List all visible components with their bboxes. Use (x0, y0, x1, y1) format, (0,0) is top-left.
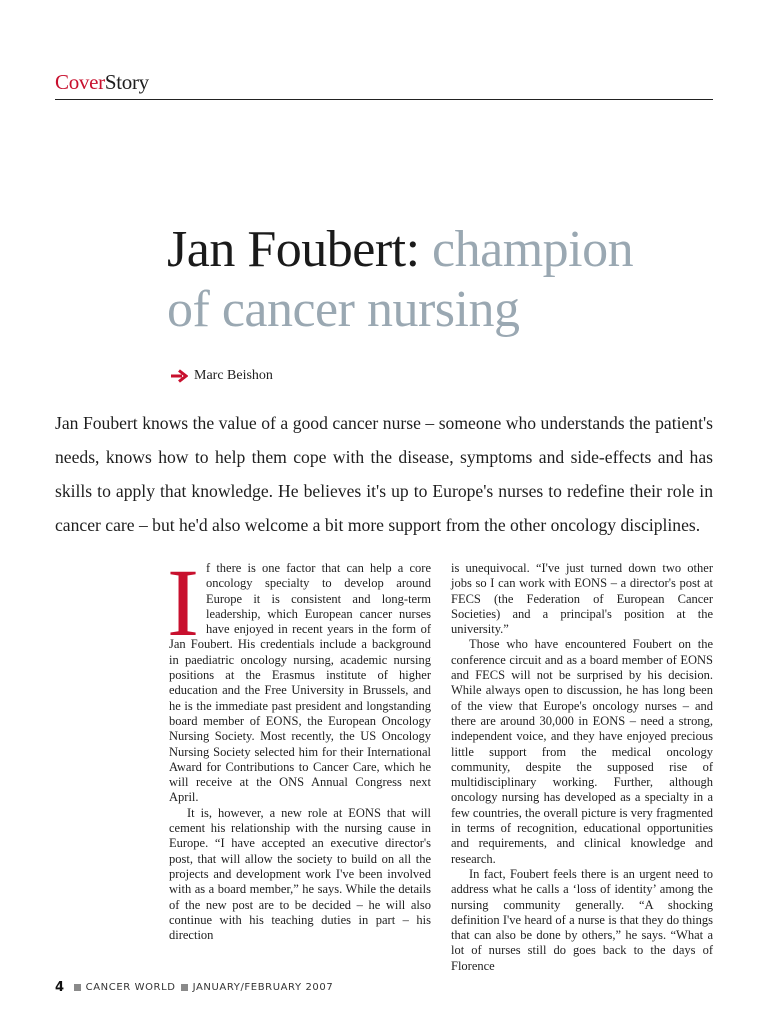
section-label-rest: Story (104, 70, 149, 94)
page-number: 4 (55, 980, 65, 995)
publication-name: CANCER WORLD (85, 982, 176, 993)
body-paragraph: In fact, Foubert feels there is an urgent need to address what he calls a ‘loss of identity’ among the nursing community generally. “A shocking definition I've heard of a nurse is that they do things that can also be done by others,” he says. “What a lot of nurses still do goes back to the days of Florence (451, 866, 713, 973)
paragraph-text: f there is one factor that can help a core oncology specialty to develop around Europe it is consistent and long-term leadership, which European cancer nurses have enjoyed in recent years in the form of Jan Foubert. His credentials include a background in paediatric oncology nursing, academic nursing positions at the Erasmus institute of higher education and the Free University in Brussels, and he is the immediate past president and longstanding board member of EONS, the European Oncology Nursing Society. Most recently, the US Oncology Nursing Society selected him for their International Award for Contributions to Cancer Care, which he will receive at the ONS Annual Congress next April. (169, 561, 431, 805)
body-paragraph: Those who have encountered Foubert on the conference circuit and as a board member of EONS and FECS will not be surprised by his decision. While always open to discussion, he has long been of the view that Europe's oncology nurses – and there are around 30,000 in EONS – need a strong, independent voice, and they have enjoyed precious little support from the medical oncology community, despite the supposed rise of multidisciplinary working. Further, although oncology nursing has developed as a specialty in a few countries, the overall picture is very fragmented in terms of recognition, educational opportunities and requirements, and clinical knowledge and research. (451, 637, 713, 866)
article-title (167, 220, 727, 340)
body-paragraph: is unequivocal. “I've just turned down two other jobs so I can work with EONS – a director's post at FECS (the Federation of European Cancer Societies) and a principal's position at the university.” (451, 561, 713, 637)
body-paragraph: It is, however, a new role at EONS that will cement his relationship with the nursing cause in Europe. “I have accepted an executive director's post, that will allow the society to build on all the projects and development work I've been involved with as a board member,” he says. While the details of the new post are to be decided – he will also continue with his teaching duties in part – his direction (169, 805, 431, 943)
square-bullet-icon (74, 984, 81, 991)
body-column-right (451, 561, 713, 974)
drop-cap: I (167, 549, 199, 656)
header-rule (55, 99, 713, 100)
body-paragraph (167, 549, 431, 806)
title-subtitle-2: of cancer nursing (167, 281, 520, 338)
section-label-accent: Cover (55, 70, 105, 94)
body-column-left (167, 549, 431, 943)
section-label (55, 72, 149, 93)
byline (170, 368, 273, 384)
byline-author: Marc Beishon (194, 368, 273, 383)
square-bullet-icon (181, 984, 188, 991)
page-footer (55, 980, 333, 995)
title-subtitle-1: champion (432, 221, 634, 278)
standfirst: Jan Foubert knows the value of a good cancer nurse – someone who understands the patient's needs, knows how to help them cope with the disease, symptoms and side-effects and has skills to apply that knowledge. He believes it's up to Europe's nurses to redefine their role in cancer care – but he'd also welcome a bit more support from the other oncology disciplines. (55, 413, 713, 535)
issue-date: JANUARY/FEBRUARY 2007 (192, 982, 334, 993)
title-name: Jan Foubert: (167, 221, 420, 278)
arrow-right-icon (170, 369, 188, 383)
